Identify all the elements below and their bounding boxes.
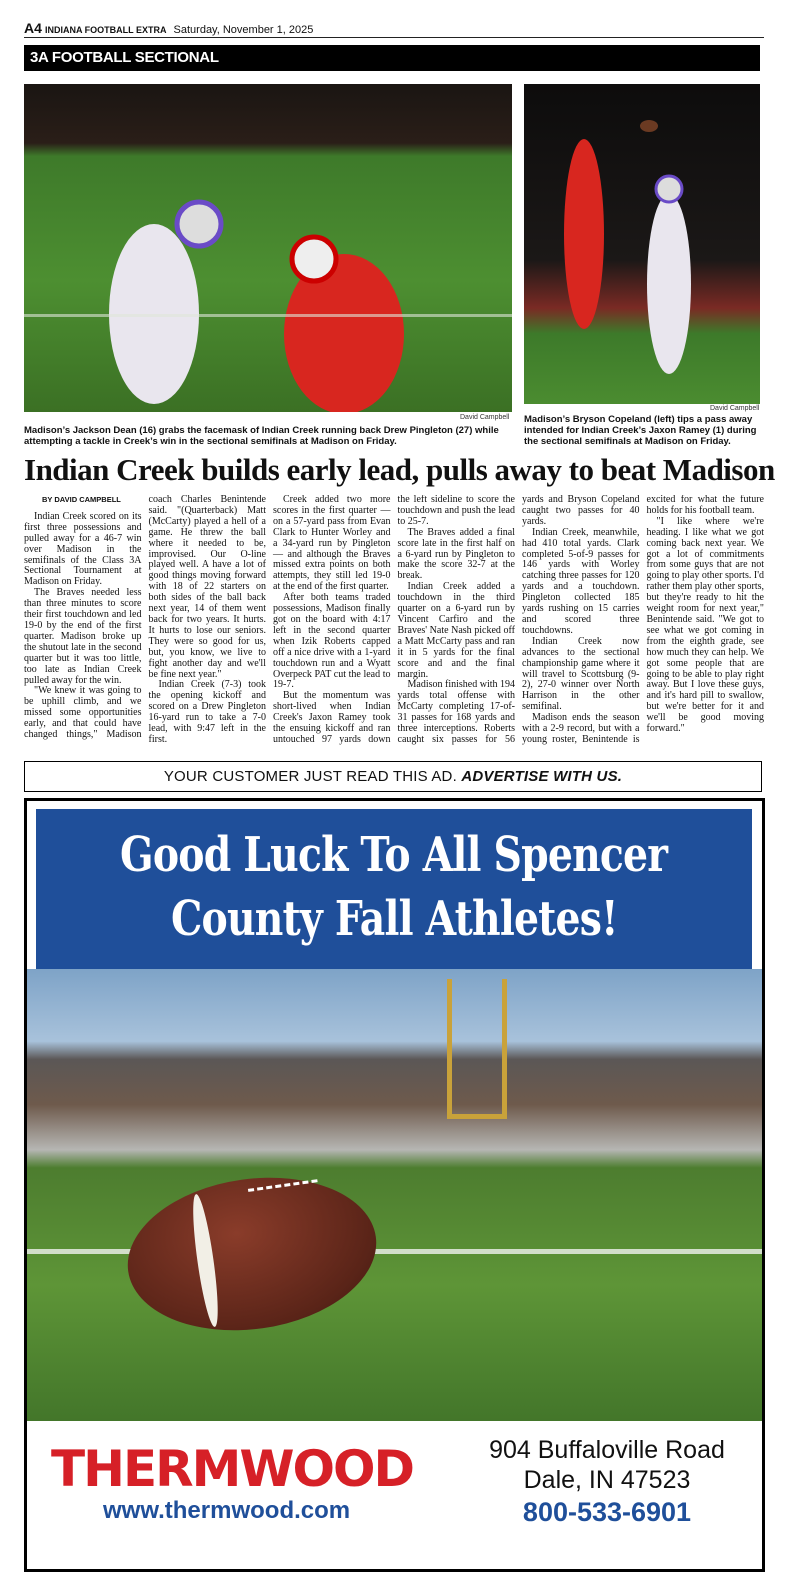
byline: BY DAVID CAMPBELL [42,495,121,504]
address-line: 904 Buffaloville Road [489,1436,725,1464]
paragraph: Creek added two more scores in the first quarter — on a 57-yard pass from Evan Clark to Hunter Worley and a 34-yard run by Pingleton — and although the Braves missed extra points on both attempts, they still led 19-0 at the end of the first quarter. [273,495,391,593]
banner-line: Good Luck To All Spencer [120,827,668,883]
house-ad [24,761,762,792]
page-number: A4 [24,20,42,36]
paragraph: After both teams traded possessions, Madison finally got on the board with 4:17 left in the second quarter when Izik Roberts capped off a nice drive with a 1-yard touchdown run and a Wyatt Overpeck PAT cut the lead to 19-7. [273,592,391,691]
paragraph: "I like where we're heading. I like what we got coming back next year. We got a lot of commitments from some guys that are not going to play other sports. I'd rather them play other sports, but they're ready to hit the weight room for next year," Benintende said. "We got to see what we got coming in from the eighth grade, see how much they can help. We got some people that are going to be able to play right away. But I love these guys, and it's hard pill to swallow, but we're better for it and we'll be good moving forward." [646,515,764,735]
players-illustration [24,84,512,412]
article-body [24,495,764,759]
thermwood-ad [24,798,765,1572]
photo-facemask-tackle [24,84,512,412]
house-ad-text: YOUR CUSTOMER JUST READ THIS AD. [163,768,457,785]
paragraph: Indian Creek (7-3) took the opening kickoff and scored on a Drew Pingleton 16-yard run to take a 7-0 lead, with 9:47 left in the first. [148,679,266,745]
paragraph: Indian Creek, meanwhile, had 410 total yards. Clark completed 5-of-9 passes for 146 yards with Worley catching three passes for 120 yards and a touchdown. Pingleton collected 185 yards rushing on 15 carries and scored three touchdowns. [522,526,640,636]
house-ad-cta: ADVERTISE WITH US. [461,768,623,785]
paragraph: Indian Creek scored on its first three possessions and pulled away for a 46-7 win over Madison in the semifinals of the Class 3A Sectional Tournament at Madison on Friday. [24,510,142,588]
issue-date: Saturday, November 1, 2025 [173,24,314,36]
article-headline: Indian Creek builds early lead, pulls away to beat Madison [24,452,775,487]
ad-url[interactable]: www.thermwood.com [103,1497,351,1524]
section-bar: 3A FOOTBALL SECTIONAL [24,45,760,71]
paragraph: Indian Creek now advances to the sectional championship game where it will travel to Scottsburg (9-2), 27-0 winner over North Harrison in the other semifinal. [522,635,640,713]
paragraph: But the momentum was short-lived when Indian Creek's Jaxon Ramey took the ensuing kickoff and ran untouched 97 yards down the left sideline to score the touchdown and push the lead to 25-7. [273,495,515,745]
paragraph: Indian Creek added a touchdown in the third quarter on a 6-yard run by Vincent Carfiro and the Braves' Nate Nash picked off a Matt McCarty pass and ran it in 5 yards for the final score and and the final margin. [397,581,515,680]
paragraph: Madison finished with 194 yards total offense with McCarty completing 17-of-31 passes for 168 yards and three interceptions. Roberts caught six passes for 56 yards and Bryson Copeland caught two passes for 40 yards. [397,495,640,745]
page-folio [24,20,313,36]
photo-pass-breakup [524,84,760,404]
address-line: Dale, IN 47523 [523,1466,691,1494]
photo-caption: Madison’s Bryson Copeland (left) tips a pass away intended for Indian Creek’s Jaxon Ramey (1) during the sectional semifinals at Madison on Friday. [524,414,757,447]
goalpost [447,979,507,1119]
players-illustration [524,84,760,404]
ad-address [467,1435,747,1495]
photo-credit: David Campbell [710,405,760,412]
photo-caption: Madison’s Jackson Dean (16) grabs the facemask of Indian Creek running back Drew Pingleton (27) while attempting a tackle in Creek’s win in the sectional semifinals at Madison on Friday. [24,425,499,447]
football-stadium-image [27,969,762,1421]
banner-line: County Fall Athletes! [170,891,618,947]
paragraph: The Braves needed less than three minutes to score their first touchdown and led 19-0 by the end of the first quarter. Madison broke up the shutout late in the second quarter but it was too little, too late as Indian Creek pulled away for the win. [24,587,142,686]
section-name: INDIANA FOOTBALL EXTRA [44,25,167,35]
thermwood-logo: THERMWOOD [51,1440,414,1498]
ad-phone: 800-533-6901 [522,1497,692,1527]
photo-credit: David Campbell [460,414,510,421]
ad-banner [36,809,752,969]
football-image [118,1162,386,1345]
paragraph: The Braves added a final score late in the first half on a 6-yard run by Pingleton to make the score 32-7 at the break. [397,526,515,582]
paragraph: "We knew it was going to be uphill climb, and we missed some opportunities early, and that could have changed things," Madison coach Charles Benintende said. "(Quarterback) Matt (McCarty) played a hell of a game. He threw the ball where it needed to be, improvised. Our O-line played well. A have a lot of good things moving forward with 18 of 22 starters on both sides of the ball back next year, 14 of them went back for two years. It hurts. It hurts to lose our seniors. They were so good for us, but, you know, we live to fight another day and we'll be fine next year." [24,495,266,741]
header-rule [24,37,764,38]
paragraph: Madison ends the season with a 2-9 record, but with a young roster, Benintende is excited for what the future holds for his football team. [522,495,764,745]
